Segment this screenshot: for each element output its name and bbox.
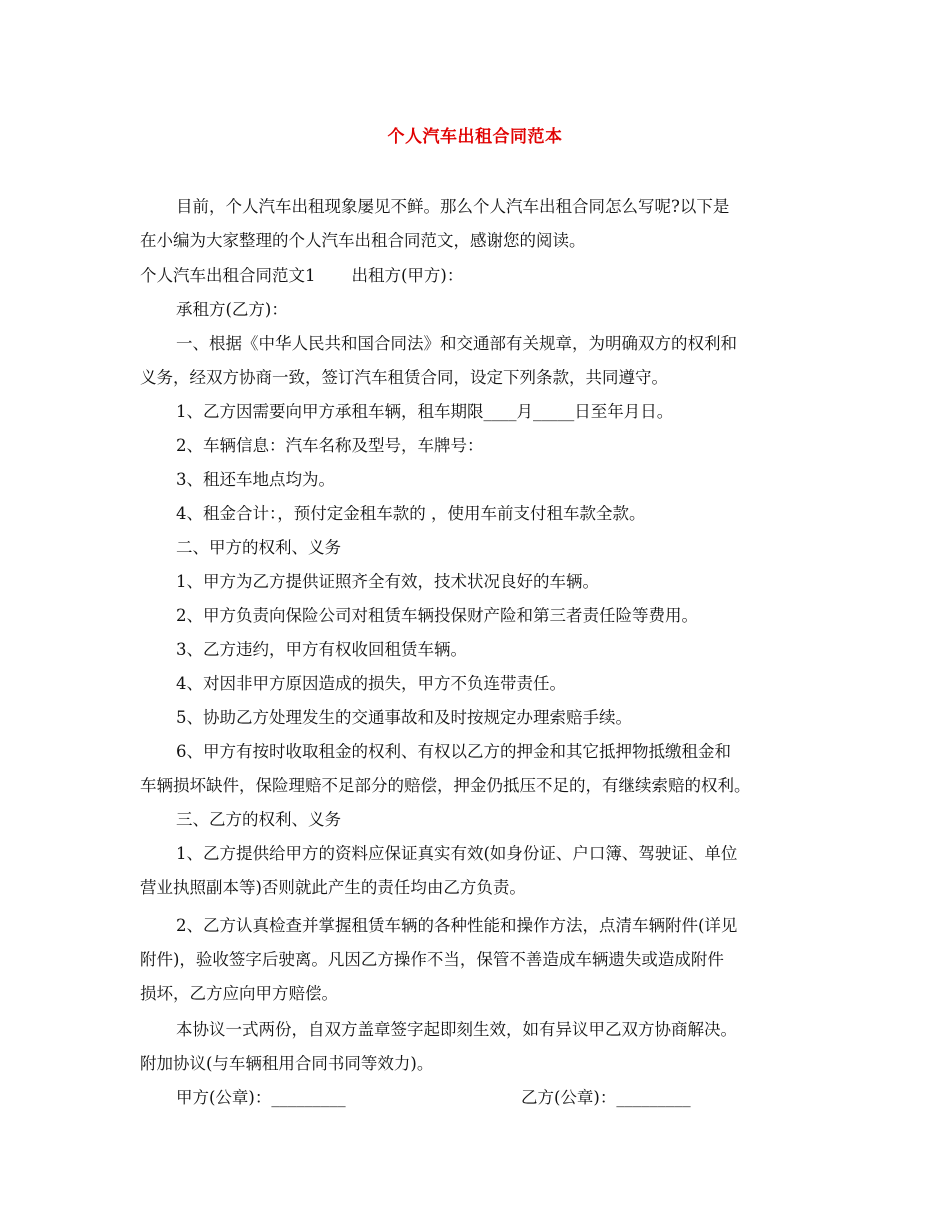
lessee-label: 承租方(乙方)： [176, 300, 288, 319]
clause-line: 损坏，乙方应向甲方赔偿。 [140, 984, 338, 1003]
paragraph-line: 义务，经双方协商一致，签订汽车租赁合同，设定下列条款，共同遵守。 [140, 368, 668, 387]
clause-line: 2、乙方认真检查并掌握租赁车辆的各种性能和操作方法，点清车辆附件(详见 [176, 916, 738, 935]
clause-line: 3、乙方违约，甲方有权收回租赁车辆。 [176, 640, 467, 659]
paragraph-line: 目前，个人汽车出租现象屡见不鲜。那么个人汽车出租合同怎么写呢?以下是 [176, 197, 730, 216]
paragraph-line: 一、根据《中华人民共和国合同法》和交通部有关规章，为明确双方的权利和 [176, 334, 737, 353]
clause-line: 1、甲方为乙方提供证照齐全有效，技术状况良好的车辆。 [176, 572, 599, 591]
clause-line: 附件)，验收签字后驶离。凡因乙方操作不当，保管不善造成车辆遗失或造成附件 [140, 950, 724, 969]
clause-line: 4、对因非甲方原因造成的损失，甲方不负连带责任。 [176, 674, 566, 693]
clause-line: 1、乙方因需要向甲方承租车辆，租车期限____月_____日至年月日。 [176, 402, 674, 421]
paragraph-line: 本协议一式两份，自双方盖章签字起即刻生效，如有异议甲乙双方协商解决。 [176, 1020, 737, 1039]
document-title: 个人汽车出租合同范本 [387, 127, 563, 147]
clause-line: 6、甲方有按时收取租金的权利、有权以乙方的押金和其它抵押物抵缴租金和 [176, 742, 731, 761]
clause-line: 车辆损坏缺件，保险理赔不足部分的赔偿，押金仍抵压不足的，有继续索赔的权利。 [140, 776, 751, 795]
clause-line: 5、协助乙方处理发生的交通事故和及时按规定办理索赔手续。 [176, 708, 632, 727]
paragraph-line [140, 265, 463, 287]
party-b-signature: 乙方(公章)：_________ [521, 1088, 691, 1107]
clause-line: 2、车辆信息：汽车名称及型号，车牌号： [176, 436, 484, 455]
lessor-label: 出租方(甲方)： [351, 266, 464, 285]
clause-line: 营业执照副本等)否则就此产生的责任均由乙方负责。 [140, 878, 526, 897]
section-heading: 三、乙方的权利、义务 [176, 810, 341, 829]
paragraph-line: 附加协议(与车辆租用合同书同等效力)。 [140, 1054, 434, 1073]
clause-line: 3、租还车地点均为。 [176, 470, 335, 489]
clause-line: 1、乙方提供给甲方的资料应保证真实有效(如身份证、户口簿、驾驶证、单位 [176, 844, 738, 863]
paragraph-line: 在小编为大家整理的个人汽车出租合同范文，感谢您的阅读。 [140, 231, 586, 250]
party-a-signature: 甲方(公章)：_________ [176, 1088, 346, 1107]
sample-heading: 个人汽车出租合同范文1 [140, 266, 316, 285]
section-heading: 二、甲方的权利、义务 [176, 538, 341, 557]
clause-line: 4、租金合计：，预付定金租车款的 ，使用车前支付租车款全款。 [176, 504, 646, 523]
clause-line: 2、甲方负责向保险公司对租赁车辆投保财产险和第三者责任险等费用。 [176, 606, 698, 625]
